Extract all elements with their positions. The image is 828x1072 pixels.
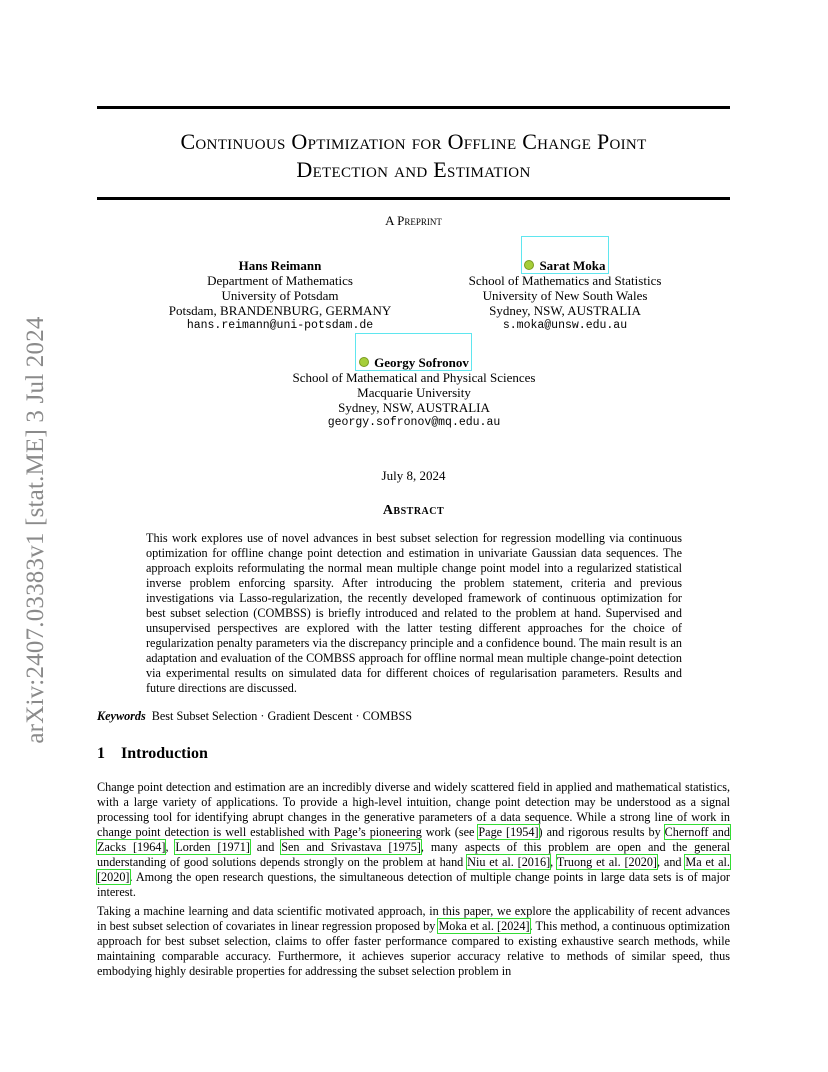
- citation-link[interactable]: Page [1954]: [478, 825, 539, 839]
- author-name: Sarat Moka: [539, 258, 606, 273]
- section-title: Introduction: [121, 745, 208, 762]
- citation-link[interactable]: Ma et al. [2020]: [97, 855, 730, 884]
- arxiv-identifier: arXiv:2407.03383v1 [stat.ME] 3 Jul 2024: [22, 316, 49, 744]
- keywords-text: Best Subset Selection · Gradient Descent · COMBSS: [151, 709, 413, 723]
- author-institution: Macquarie University: [357, 385, 471, 400]
- author-name: Hans Reimann: [238, 258, 322, 273]
- citation-link[interactable]: Moka et al. [2024]: [438, 919, 530, 933]
- paragraph-text: , and: [657, 855, 686, 869]
- arxiv-sidebar: [16, 316, 56, 744]
- paragraph-text: Taking a machine learning and data scientific motivated approach, in this paper, we explore the applicability of recent advances in best subset selection of covariates in linear regression proposed by: [97, 904, 730, 933]
- title-line-1: Continuous Optimization for Offline Change Point: [180, 129, 647, 154]
- author-institution: University of Potsdam: [221, 288, 339, 303]
- author-department: School of Mathematics and Statistics: [468, 273, 662, 288]
- intro-paragraph-2: [97, 904, 730, 979]
- title-line-2: Detection and Estimation: [296, 157, 531, 182]
- citation-link[interactable]: Lorden [1971]: [175, 840, 250, 854]
- author-email[interactable]: hans.reimann@uni-potsdam.de: [186, 319, 374, 332]
- citation-link[interactable]: Niu et al. [2016]: [467, 855, 551, 869]
- author-location: Sydney, NSW, AUSTRALIA: [489, 303, 641, 318]
- author-institution: University of New South Wales: [482, 288, 648, 303]
- author-email[interactable]: georgy.sofronov@mq.edu.au: [327, 416, 501, 429]
- paragraph-text: Change point detection and estimation are an incredibly diverse and widely scattered field in applied and mathematical statistics, with a large variety of applications. To provide a high-level intuition, change point detection may be understood as a signal processing tool for identifying abrupt changes in the generative parameters of a data sequence. While a strong line of work in change point detection is well established with Page’s pioneering work (see: [97, 780, 730, 839]
- citation-link[interactable]: Sen and Srivastava [1975]: [281, 840, 421, 854]
- preprint-label: A Preprint: [385, 213, 442, 228]
- keywords-line: [97, 709, 412, 724]
- abstract-heading: Abstract: [382, 503, 445, 518]
- intro-paragraph-1: [97, 780, 730, 900]
- keywords-label: Keywords: [97, 709, 146, 723]
- title-rule-bottom: [97, 197, 730, 200]
- paragraph-text: , many aspects of this problem are open and the general understanding of good solutions depends strongly on the problem at hand: [97, 840, 731, 869]
- author-email[interactable]: s.moka@unsw.edu.au: [502, 319, 628, 332]
- author-location: Sydney, NSW, AUSTRALIA: [338, 400, 490, 415]
- author-department: School of Mathematical and Physical Sciences: [292, 370, 536, 385]
- section-number: 1: [97, 745, 105, 762]
- author-location: Potsdam, BRANDENBURG, GERMANY: [168, 303, 392, 318]
- paragraph-text: ,: [165, 840, 176, 854]
- citation-link[interactable]: Chernoff and Zacks [1964]: [97, 825, 730, 854]
- abstract-text: This work explores use of novel advances in best subset selection for regression modelling via continuous optimization for offline change point detection and estimation in univariate Gaussian data sequences. The approach exploits reformulating the normal mean multiple change point model into a regularized statistical inverse problem enforcing sparsity. After introducing the problem statement, criteria and previous investigations via Lasso-regularization, the recently developed framework of continuous optimization for best subset selection (COMBSS) is briefly introduced and related to the problem at hand. Supervised and unsupervised perspectives are explored with the latter testing different approaches for the choice of regularization penalty parameters via the discrepancy principle and a confidence bound. The main result is an adaptation and evaluation of the COMBSS approach for offline normal mean multiple change-point detection via experimental results on simulated data for different choices of regularisation parameters. Results and future directions are discussed.: [146, 531, 682, 695]
- paragraph-text: . Among the open research questions, the simultaneous detection of multiple change points in large data sets is of major interest.: [97, 870, 730, 899]
- paragraph-text: ,: [550, 855, 557, 869]
- author-block-reimann: [150, 258, 410, 333]
- paragraph-text: ) and rigorous results by: [538, 825, 665, 839]
- orcid-link-box-sofronov[interactable]: [355, 333, 472, 371]
- paper-title: [97, 128, 730, 184]
- title-rule-top: [97, 106, 730, 109]
- author-name: Georgy Sofronov: [374, 355, 469, 370]
- paragraph-text: and: [249, 840, 282, 854]
- paragraph-text: . This method, a continuous optimization approach for best subset selection, claims to offer faster performance compared to existing exhaustive search methods, while maintaining comparable accuracy. Furthermore, it achieves superior accuracy relative to methods of similar speed, thus embodying highly desirable properties for addressing the subset selection problem in: [97, 919, 730, 978]
- section-heading: [97, 745, 208, 763]
- author-department: Department of Mathematics: [207, 273, 353, 288]
- citation-link[interactable]: Truong et al. [2020]: [556, 855, 657, 869]
- orcid-link-box-moka[interactable]: [521, 236, 609, 274]
- publication-date: July 8, 2024: [381, 468, 446, 483]
